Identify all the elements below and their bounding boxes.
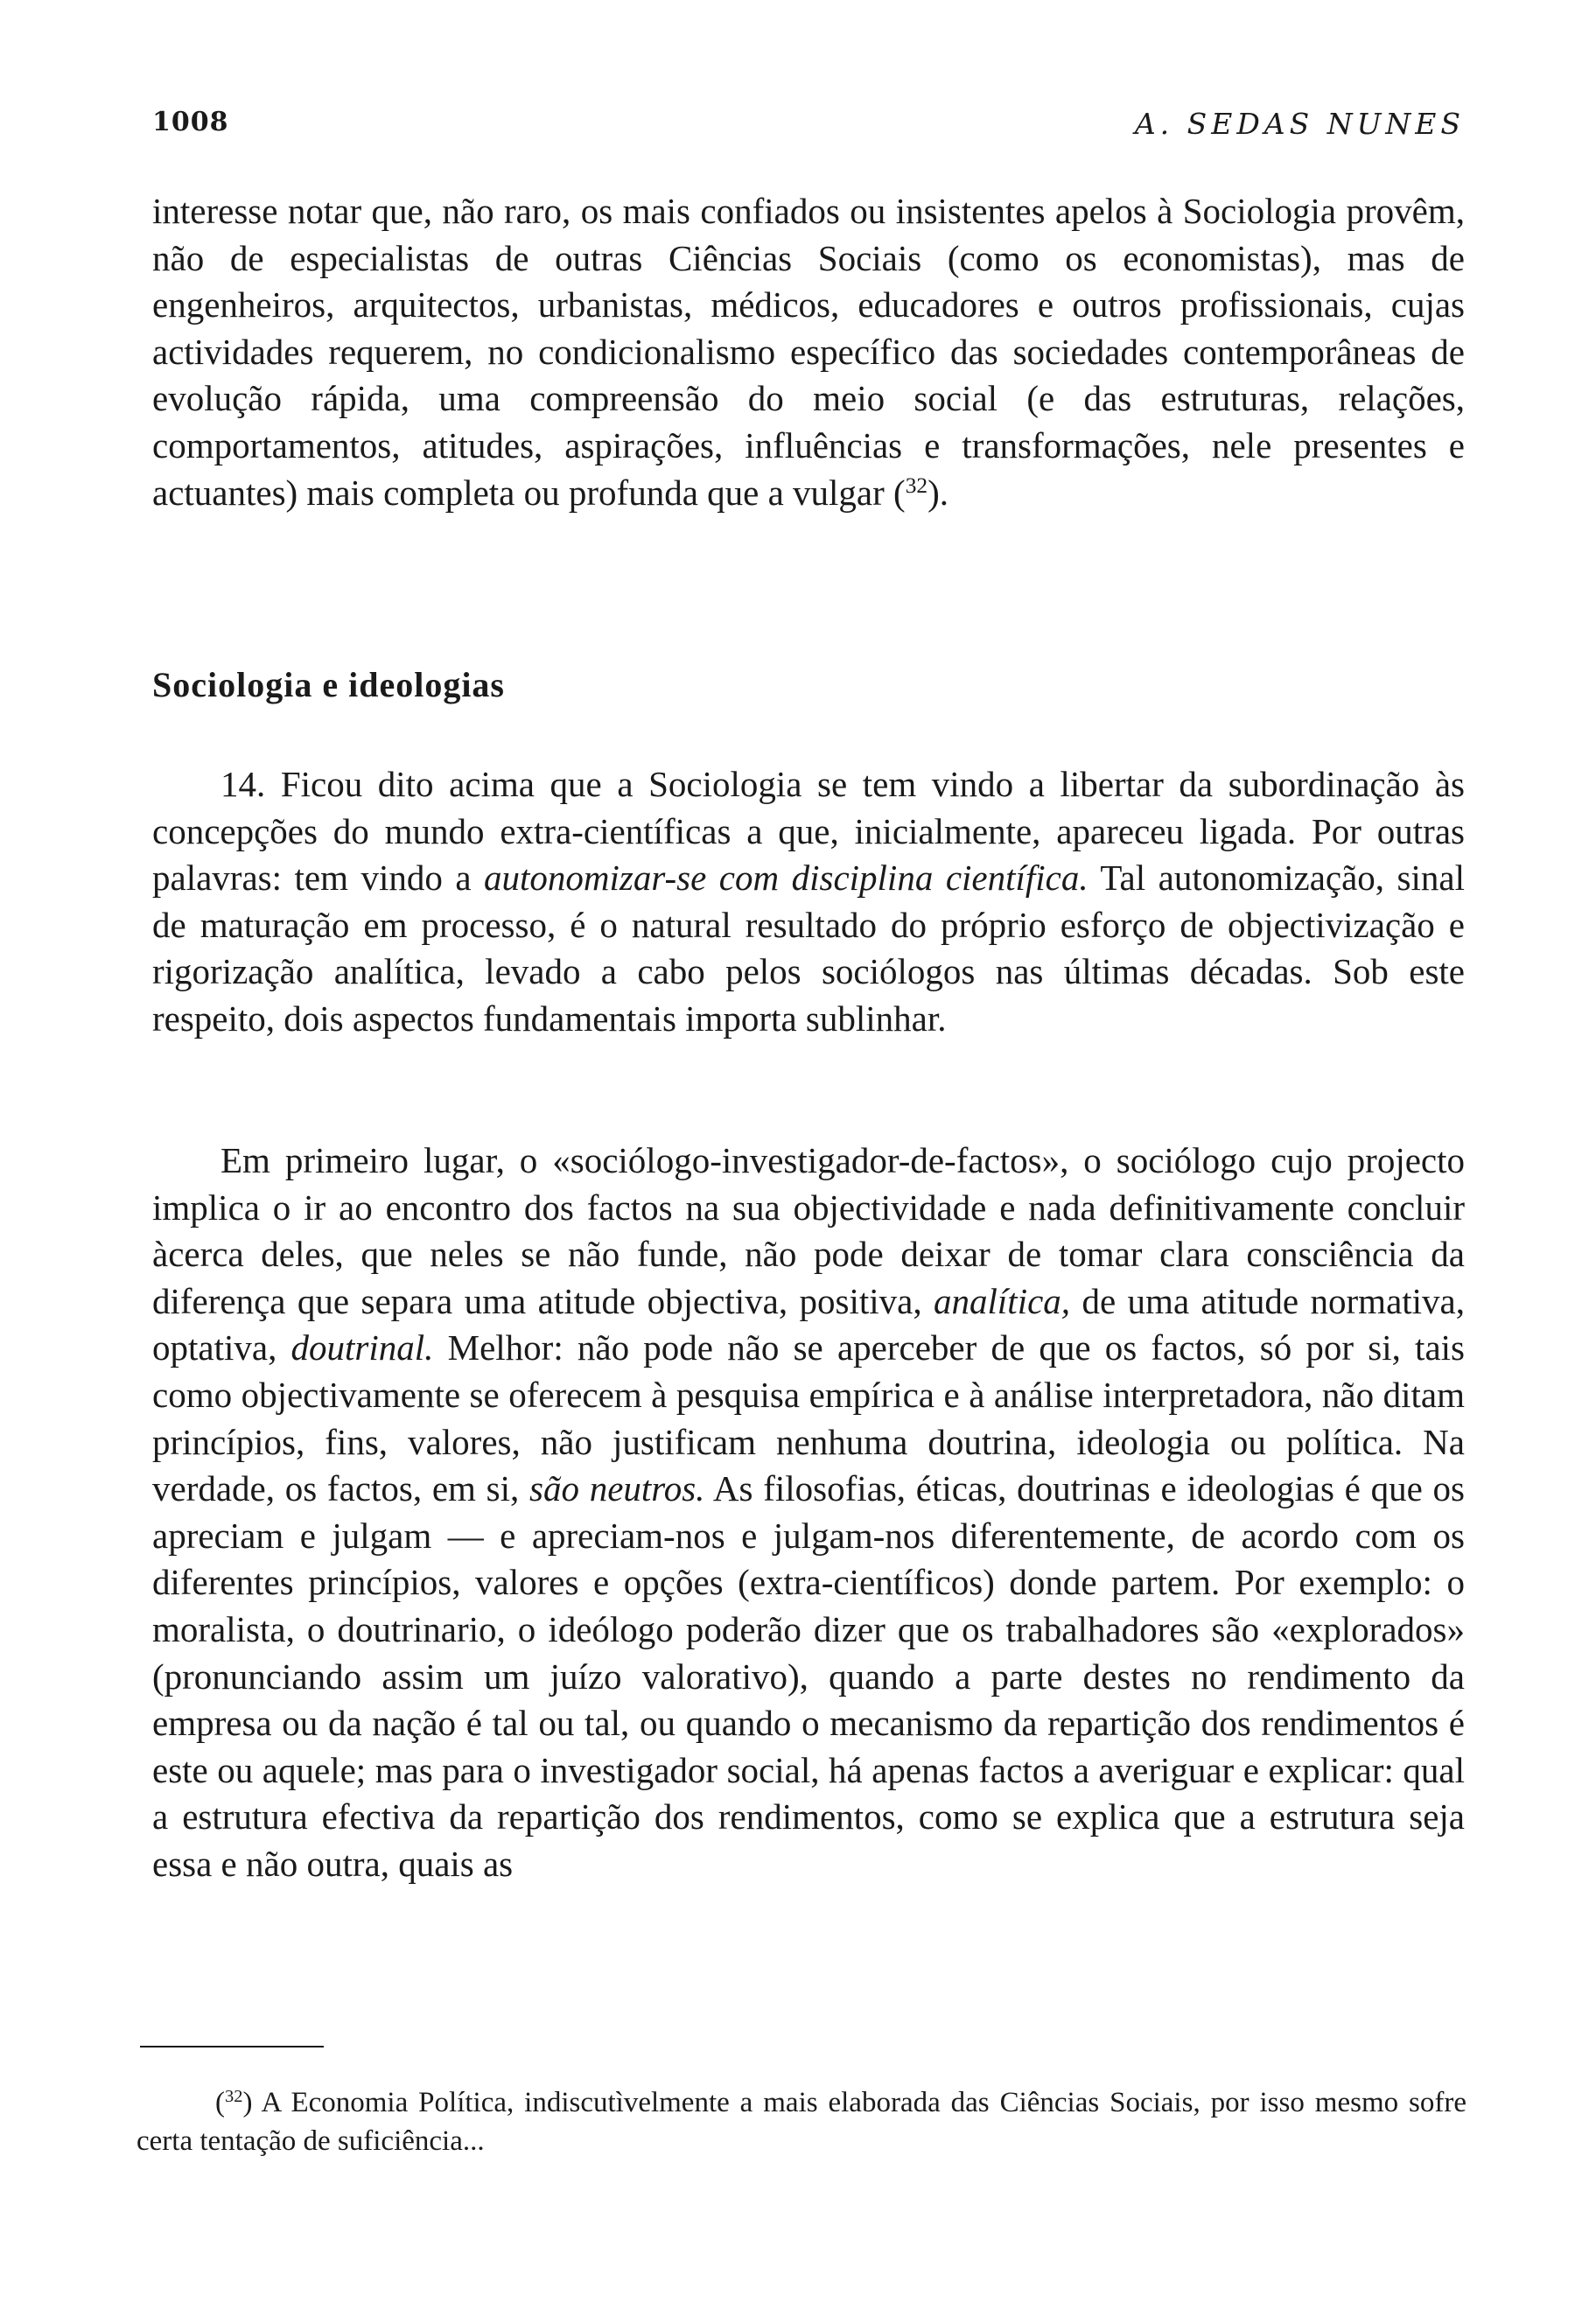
footnote-ref-32[interactable]: 32 [905, 472, 928, 498]
paragraph-3-emphasis-3: são neutros. [529, 1468, 705, 1509]
running-head [152, 107, 1465, 150]
paragraph-2 [152, 761, 1465, 1043]
paragraph-3-part-4: As filosofias, éticas, doutrinas e ideologias é que os apreciam e julgam — e apreciam-nos e julgam-nos diferentemente, de acordo com os diferentes princípios, valores e opções (extra-científicos) donde partem. Por exemplo: o moralista, o doutrinario, o ideólogo poderão dizer que os trabalhadores são «explorados» (pronunciando assim um juízo valorativo), quando a parte destes no rendimento da empresa ou da nação é tal ou tal, ou quando o mecanismo da repartição dos rendimentos é este ou aquele; mas para o investigador social, há apenas factos a averiguar e explicar: qual a estrutura efectiva da repartição dos rendimentos, como se explica que a estrutura seja essa e não outra, quais as [152, 1468, 1465, 1884]
footnote-divider [140, 2046, 324, 2048]
paragraph-3-emphasis-2: doutrinal. [290, 1327, 434, 1368]
paragraph-3-part-3: Melhor: não pode não se aperceber de que os factos, só por si, tais como objectivamente se oferecem à pesquisa empírica e à análise interpretadora, não ditam princípios, fins, valores, não justificam nenhuma doutrina, ideologia ou política. Na verdade, os factos, em si, [152, 1327, 1465, 1509]
paragraph-3 [152, 1138, 1465, 1888]
paragraph-2-lead: 14. Ficou dito acima que a Sociologia se tem vindo a libertar da subordinação às concepções do mundo extra-científicas a que, inicialmente, apareceu ligada. Por outras palavras: tem vindo a [152, 764, 1465, 899]
paragraph-3-part-1: Em primeiro lugar, o «sociólogo-investigador-de-factos», o sociólogo cujo projecto implica o ir ao encontro dos factos na sua objectividade e nada definitivamente concluir àcerca deles, que neles se não funde, não pode deixar de tomar clara consciência da diferença que separa uma atitude objectiva, positiva, [152, 1140, 1465, 1321]
footnote-number: 32 [225, 2086, 243, 2106]
paragraph-3-emphasis-1: analítica, [934, 1280, 1071, 1321]
paragraph-1-text: interesse notar que, não raro, os mais confiados ou insistentes apelos à Sociologia provêm, não de especialistas de outras Ciências Sociais (como os economistas), mas de engenheiros, arquitectos, urbanistas, médicos, educadores e outros profissionais, cujas actividades requerem, no condicionalismo específico das sociedades contemporâneas de evolução rápida, uma compreensão do meio social (e das estruturas, relações, comportamentos, atitudes, aspirações, influências e transformações, nele presentes e actuantes) mais completa ou profunda que a vulgar ( [152, 191, 1465, 513]
footnote-32: ($^{32}$) A Economia Política, indiscutìvelmente a mais elaborada das Ciências Sociais, por isso mesmo sofre certa tentação de suficiência... [136, 2086, 1467, 2157]
paragraph-2-emphasis: autonomizar-se com disciplina científica. [484, 858, 1088, 899]
page-number: 1008 [152, 107, 229, 137]
running-head-author: A. SEDAS NUNES [1134, 107, 1465, 141]
paragraph-2-rest: Tal autonomização, sinal de maturação em processo, é o natural resultado do próprio esforço de objectivização e rigorização analítica, levado a cabo pelos sociólogos nas últimas décadas. Sob este respeito, dois aspectos fundamentais importa sublinhar. [152, 858, 1465, 1039]
paragraph-1 [152, 188, 1465, 516]
paragraph-1-end: ). [928, 472, 948, 513]
paragraph-3-part-2: de uma atitude normativa, optativa, [152, 1280, 1466, 1368]
section-heading: Sociologia e ideologias [152, 665, 505, 704]
footnote-text: A Economia Política, indiscutìvelmente a mais elaborada das Ciências Sociais, por isso mesmo sofre certa tentação de suficiência... [136, 2087, 1467, 2157]
